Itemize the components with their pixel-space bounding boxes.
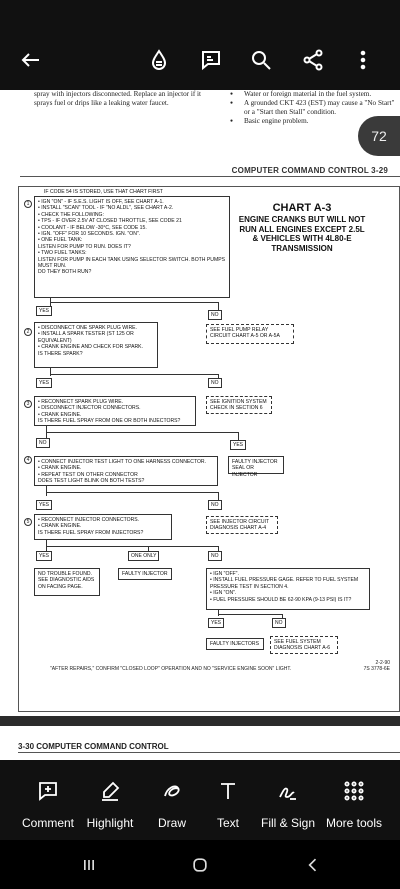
pdf-page[interactable] <box>0 90 400 760</box>
connector <box>46 546 218 547</box>
step-1-marker: 1 <box>24 200 32 208</box>
yes4-result-box: FAULTY INJECTOR SEAL OR INJECTOR <box>228 456 284 474</box>
one-only-result-box: FAULTY INJECTOR <box>118 568 172 580</box>
connector <box>50 374 218 375</box>
chart-title: CHART A-3 <box>272 202 332 214</box>
top-note: IF CODE 54 IS STORED, USE THAT CHART FIRST <box>36 189 206 195</box>
chart-footer-note: "AFTER REPAIRS," CONFIRM "CLOSED LOOP" OPERATION AND NO "SERVICE ENGINE SOON" LIGHT. <box>50 666 292 672</box>
yes-label: YES <box>230 440 246 450</box>
no-label: NO <box>208 500 222 510</box>
more-tools[interactable] <box>324 760 384 840</box>
connector <box>218 610 219 616</box>
text-icon <box>214 778 242 804</box>
recents-icon[interactable] <box>76 852 102 878</box>
no5-steps-box: • IGN "OFF". • INSTALL FUEL PRESSURE GAGE. REFER TO FUEL SYSTEM PRESSURE TEST IN SECTION 4. • IGN "ON". • FUEL PRESSURE SHOULD BE 62-90 KPA (9-13 PSI) IS IT? <box>206 568 370 610</box>
chart-subtitle: ENGINE CRANKS BUT WILL NOT RUN ALL ENGINES EXCEPT 2.5L & VEHICLES WITH 4L80-E TRANSMISSION <box>238 215 366 253</box>
tool-label: More tools <box>325 816 383 830</box>
highlight-tool[interactable] <box>84 760 136 840</box>
comment-tool[interactable] <box>20 760 76 840</box>
header-divider <box>18 752 400 753</box>
fill-sign-icon <box>274 778 302 804</box>
list-item: ● Water or foreign material in the fuel system. <box>230 90 400 99</box>
yes-label: YES <box>36 306 52 316</box>
text-tool[interactable] <box>208 760 248 840</box>
more-vert-icon[interactable] <box>348 45 378 75</box>
connector <box>46 492 218 493</box>
connector <box>46 432 238 433</box>
share-icon[interactable] <box>298 45 328 75</box>
step-3-box: • RECONNECT SPARK PLUG WIRE. • DISCONNECT INJECTOR CONNECTORS. • CRANK ENGINE. IS THERE FUEL SPRAY FROM ONE OR BOTH INJECTORS? <box>34 396 196 426</box>
next-page-header: 3-30 COMPUTER COMMAND CONTROL <box>18 742 169 751</box>
step-3-marker: 3 <box>24 400 32 408</box>
tool-label: Text <box>216 816 239 830</box>
yes6-result-box: FAULTY INJECTORS <box>206 638 264 650</box>
header-divider <box>20 176 400 177</box>
list-item: ● A grounded CKT 423 (EST) may cause a "No Start" or a "Start then Stall" condition. <box>230 99 400 117</box>
step-4-box: • CONNECT INJECTOR TEST LIGHT TO ONE HARNESS CONNECTOR. • CRANK ENGINE. • REPEAT TEST ON OTHER CONNECTOR DOES TEST LIGHT BLINK ON BOTH TESTS? <box>34 456 218 486</box>
back-arrow-icon[interactable] <box>16 45 46 75</box>
step-5-marker: 5 <box>24 518 32 526</box>
page-number-badge[interactable]: 72 <box>358 116 400 156</box>
fill-sign-tool[interactable] <box>258 760 318 840</box>
no4-result-box: SEE INJECTOR CIRCUIT DIAGNOSIS CHART A-4 <box>206 516 278 534</box>
no2-result-box: SEE IGNITION SYSTEM CHECK IN SECTION 6 <box>206 396 272 414</box>
tool-label: Draw <box>157 816 186 830</box>
step-1-box: • IGN "ON" - IF S.E.S. LIGHT IS OFF, SEE CHART A-1. • INSTALL "SCAN" TOOL - IF "NO ALDL", SEE CHART A-2. • CHECK THE FOLLOWING: • TPS - IF OVER 2.5V AT CLOSED THROTTLE, SEE CODE 21 • COOLANT - IF BELOW -30°C, SEE CODE 15. • IGN. "OFF" FOR 10 SECONDS. IGN. "ON". • ONE FUEL TANK: LISTEN FOR PUMP TO RUN. DOES IT? • TWO FUEL TANKS: LISTEN FOR PUMP IN EACH TANK USING SELECTOR SWITCH. BOTH PUMPS MUST RUN. DO THEY BOTH RUN? <box>34 196 230 298</box>
no-label: NO <box>208 378 222 388</box>
no-label: NO <box>208 551 222 561</box>
page-gap <box>0 716 400 726</box>
draw-tool[interactable] <box>152 760 192 840</box>
home-icon[interactable] <box>187 852 213 878</box>
grid-icon <box>340 778 368 804</box>
no-label: NO <box>208 310 222 320</box>
yes-label: YES <box>36 378 52 388</box>
system-nav-bar <box>0 840 400 889</box>
draw-icon <box>158 778 186 804</box>
top-toolbar <box>0 0 400 90</box>
chart-footer-code: 2-2-90 7S 3778-6E <box>363 660 390 672</box>
left-column-text: spray with injectors disconnected. Replace an injector if it sprays fuel or drips like a leaking water faucet. <box>34 90 202 107</box>
yes-label: YES <box>36 551 52 561</box>
section-header: COMPUTER COMMAND CONTROL 3-29 <box>231 166 388 175</box>
connector <box>218 302 219 310</box>
no-label: NO <box>272 618 286 628</box>
tool-label: Highlight <box>86 816 134 830</box>
step-2-box: • DISCONNECT ONE SPARK PLUG WIRE. • INSTALL A SPARK TESTER (ST 125 OR EQUIVALENT) • CRANK ENGINE AND CHECK FOR SPARK. IS THERE SPARK? <box>34 322 158 368</box>
highlighter-icon <box>96 778 124 804</box>
reading-mode-icon[interactable] <box>144 45 174 75</box>
back-icon[interactable] <box>300 852 326 878</box>
comment-list-icon[interactable] <box>196 45 226 75</box>
list-item: ● Basic engine problem. <box>230 117 400 126</box>
connector <box>218 492 219 500</box>
search-icon[interactable] <box>246 45 276 75</box>
step-2-marker: 2 <box>24 328 32 336</box>
tool-label: Fill & Sign <box>260 816 316 830</box>
bottom-toolbar <box>0 760 400 840</box>
step-4-marker: 4 <box>24 456 32 464</box>
yes5-result-box: NO TROUBLE FOUND. SEE DIAGNOSTIC AIDS ON FACING PAGE. <box>34 568 100 596</box>
one-only-label: ONE ONLY <box>128 551 159 561</box>
no-label: NO <box>36 438 50 448</box>
comment-add-icon <box>34 778 62 804</box>
connector <box>50 302 218 303</box>
connector <box>46 486 47 496</box>
no6-result-box: SEE FUEL SYSTEM DIAGNOSIS CHART A-6 <box>270 636 338 654</box>
yes-label: YES <box>36 500 52 510</box>
connector <box>218 614 282 615</box>
yes-label: YES <box>208 618 224 628</box>
tool-label: Comment <box>21 816 74 830</box>
step-5-box: • RECONNECT INJECTOR CONNECTORS. • CRANK ENGINE. IS THERE FUEL SPRAY FROM INJECTORS? <box>34 514 172 540</box>
no1-result-box: SEE FUEL PUMP RELAY CIRCUIT CHART A-5 OR A-5A <box>206 324 294 344</box>
